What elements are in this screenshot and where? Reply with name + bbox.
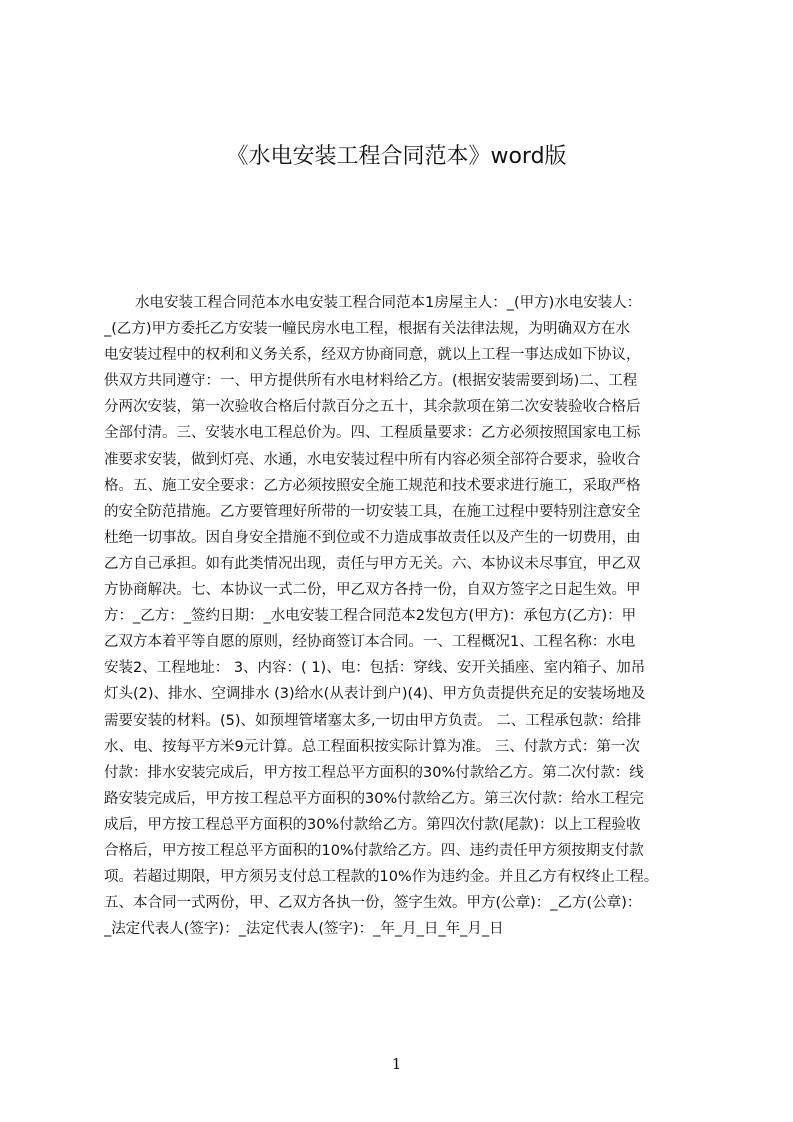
body-line: 的安全防范措施。乙方要管理好所带的一切安装工具，在施工过程中要特别注意安全 [104, 503, 641, 520]
page-number: 1 [391, 1055, 402, 1073]
contract-body [104, 290, 699, 965]
body-line: 全部付清。三、安装水电工程总价为。四、工程质量要求：乙方必须按照国家电工标 [104, 425, 641, 442]
body-line: 五、本合同一式两份，甲、乙双方各执一份，签字生效。甲方(公章)：_乙方(公章)： [104, 895, 642, 912]
body-line: 项。若超过期限，甲方须另支付总工程款的10%作为违约金。并且乙方有权终止工程。 [104, 869, 659, 886]
body-line: 灯头(2)、排水、空调排水 (3)给水(从表计到户)(4)、甲方负责提供充足的安装场地及 [104, 686, 646, 703]
body-line: 杜绝一切事故。因自身安全措施不到位或不力造成事故责任以及产生的一切费用，由 [104, 529, 641, 546]
body-line: 格。五、施工安全要求：乙方必须按照安全施工规范和技术要求进行施工，采取严格 [104, 477, 641, 494]
body-line: 水电安装工程合同范本水电安装工程合同范本1房屋主人：_(甲方)水电安装人： [135, 295, 642, 311]
body-line: 付款：排水安装完成后，甲方按工程总平方面积的30%付款给乙方。第二次付款：线 [104, 764, 644, 781]
body-line: _(乙方)甲方委托乙方安装一幢民房水电工程，根据有关法律法规，为明确双方在水 [104, 321, 631, 338]
body-line: 合格后，甲方按工程总平方面积的10%付款给乙方。四、违约责任甲方须按期支付款 [104, 842, 644, 859]
body-line: 准要求安装，做到灯亮、水通，水电安装过程中所有内容必须全部符合要求，验收合 [104, 451, 641, 468]
body-line: 分两次安装，第一次验收合格后付款百分之五十，其余款项在第二次安装验收合格后 [104, 399, 641, 416]
body-line: _法定代表人(签字)：_法定代表人(签字)：_年_月_日_年_月_日 [104, 921, 504, 938]
body-line: 路安装完成后，甲方按工程总平方面积的30%付款给乙方。第三次付款：给水工程完 [104, 790, 644, 807]
body-line: 乙方自己承担。如有此类情况出现，责任与甲方无关。六、本协议未尽事宜，甲乙双 [104, 555, 641, 572]
body-line: 安装2、工程地址： 3、内容：( 1)、电：包括：穿线、安开关插座、室内箱子、加吊 [104, 660, 646, 677]
body-line: 乙双方本着平等自愿的原则，经协商签订本合同。一、工程概况1、工程名称：水电 [104, 634, 636, 651]
body-line: 需要安装的材料。(5)、如预埋管堵塞太多,一切由甲方负责。 二、工程承包款：给排 [104, 712, 642, 729]
body-line: 水、电、按每平方米9元计算。总工程面积按实际计算为准。 三、付款方式：第一次 [104, 738, 640, 755]
document-title: 《水电安装工程合同范本》word版 [226, 144, 567, 169]
body-line: 电安装过程中的权利和义务关系，经双方协商同意，就以上工程一事达成如下协议， [104, 347, 641, 364]
body-line: 成后，甲方按工程总平方面积的30%付款给乙方。第四次付款(尾款)：以上工程验收 [104, 816, 641, 833]
body-line: 方：_乙方：_签约日期：_水电安装工程合同范本2发包方(甲方)：承包方(乙方)：甲 [104, 608, 637, 625]
body-line: 供双方共同遵守：一、甲方提供所有水电材料给乙方。(根据安装需要到场)二、工程 [104, 373, 638, 390]
body-line: 方协商解决。七、本协议一式二份，甲乙双方各持一份，自双方签字之日起生效。甲 [104, 582, 641, 599]
